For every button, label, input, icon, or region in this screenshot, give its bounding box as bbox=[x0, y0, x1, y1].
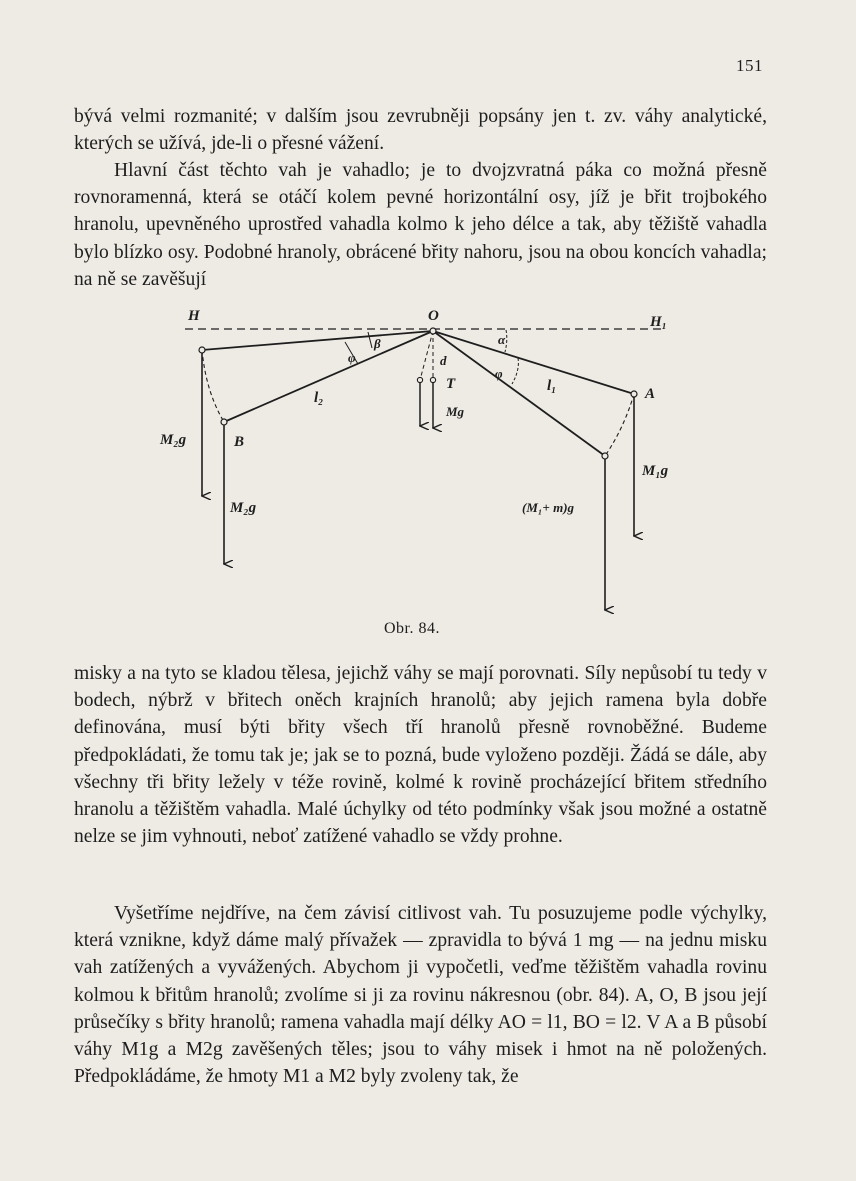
label-m1g: M₁g bbox=[642, 463, 669, 479]
point-b bbox=[221, 419, 227, 425]
label-mg: Mg bbox=[446, 404, 465, 419]
label-d: d bbox=[440, 353, 447, 368]
point-o bbox=[430, 328, 436, 334]
balance-diagram-svg bbox=[150, 300, 710, 620]
label-phi-left: φ bbox=[348, 350, 356, 365]
beam-left-upper bbox=[202, 331, 433, 350]
figure-balance-diagram bbox=[150, 300, 710, 620]
paragraph-2 bbox=[74, 157, 767, 293]
label-l1: l₁ bbox=[547, 378, 557, 394]
point-lower-right bbox=[602, 453, 608, 459]
label-t: T bbox=[446, 376, 456, 392]
label-m2g-b: M₂g bbox=[230, 500, 257, 516]
angle-alpha-mark bbox=[505, 330, 507, 352]
point-t bbox=[430, 377, 435, 382]
point-t-left bbox=[417, 377, 422, 382]
paragraph-3: misky a na tyto se kladou tělesa, jejichž váhy se mají porovnati. Síly nepůsobí tu tedy v bodech, nýbrž v břitech oněch krajních hranolů; aby jejich ramena byla dobře definována, musí býti břity všech tří hranolů přesně rovnoběžné. Budeme předpokládati, že tomu tak je; jak se to pozná, bude vyloženo později. Žádá se dále, aby všechny tři břity ležely v téže rovině, kolmé k rovině procházející břitem středního hranolu a těžištěm vahadla. Malé úchylky od této podmínky však jsou možné a ostatně nelze se jim vyhnouti, neboť zatížené vahadlo se vždy prohne. bbox=[74, 663, 767, 848]
figure-caption: Obr. 84. bbox=[384, 620, 440, 637]
point-h-end bbox=[199, 347, 205, 353]
paragraph-4-text: Vyšetříme nejdříve, na čem závisí citlivost vah. Tu posuzujeme podle výchylky, která vznikne, když dáme malý přívažek — zpravidla to bývá 1 mg — na jednu misku vah zatížených a vyvážených. Abychom ji vypočetli, veďme těžištěm vahadla rovinu kolmou k břitům hranolů; zvolíme si ji za rovinu nákresnou (obr. 84). A, O, B jsou její průsečíky s břity hranolů; ramena vahadla mají délky AO = l1, BO = l2. V A a B působí váhy M1g a M2g zavěšených těles; jsou to váhy misek i hmot na ně položených. Předpokládáme, že hmoty M1 a M2 byly zvoleny tak, že bbox=[74, 903, 767, 1088]
angle-phi-right-mark bbox=[512, 358, 518, 384]
label-phi-right: φ bbox=[495, 366, 503, 381]
label-alpha: α bbox=[498, 332, 506, 347]
point-a bbox=[631, 391, 637, 397]
label-l2: l₂ bbox=[314, 390, 324, 406]
label-o: O bbox=[428, 308, 439, 324]
swing-arc-right bbox=[605, 394, 634, 456]
paragraph-1: bývá velmi rozmanité; v dalším jsou zevrubněji popsány jen t. zv. váhy analytické, kterých se užívá, jde-li o přesné vážení. bbox=[74, 106, 767, 155]
label-b: B bbox=[234, 434, 245, 450]
label-m1-plus-m-g: (M₁+ m)g bbox=[522, 500, 575, 515]
label-h: H bbox=[188, 308, 200, 324]
paragraph-4 bbox=[74, 900, 767, 1090]
centroid-offset-line bbox=[420, 331, 433, 380]
label-a: A bbox=[645, 386, 656, 402]
beam-arm-l2 bbox=[224, 331, 433, 422]
label-beta: β bbox=[374, 336, 381, 351]
swing-arc-left bbox=[202, 350, 224, 422]
beam-arm-l1 bbox=[433, 331, 605, 456]
paragraph-2-text: Hlavní část těchto vah je vahadlo; je to dvojzvratná páka co možná přesně rovnoramenná, která se otáčí kolem pevné horizontální osy, jíž je břit trojbokého hranolu, upevněného uprostřed vahadla kolmo k jeho délce a tak, aby těžiště vahadla bylo blízko osy. Podobné hranoly, obrácené břity nahoru, jsou na obou koncích vahadla; na ně se zavěšují bbox=[74, 160, 767, 290]
angle-beta-mark bbox=[368, 332, 372, 348]
page-number: 151 bbox=[736, 56, 763, 75]
beam-right-upper bbox=[433, 331, 634, 394]
label-m2g-left: M₂g bbox=[160, 432, 187, 448]
label-h1: H₁ bbox=[650, 314, 667, 330]
